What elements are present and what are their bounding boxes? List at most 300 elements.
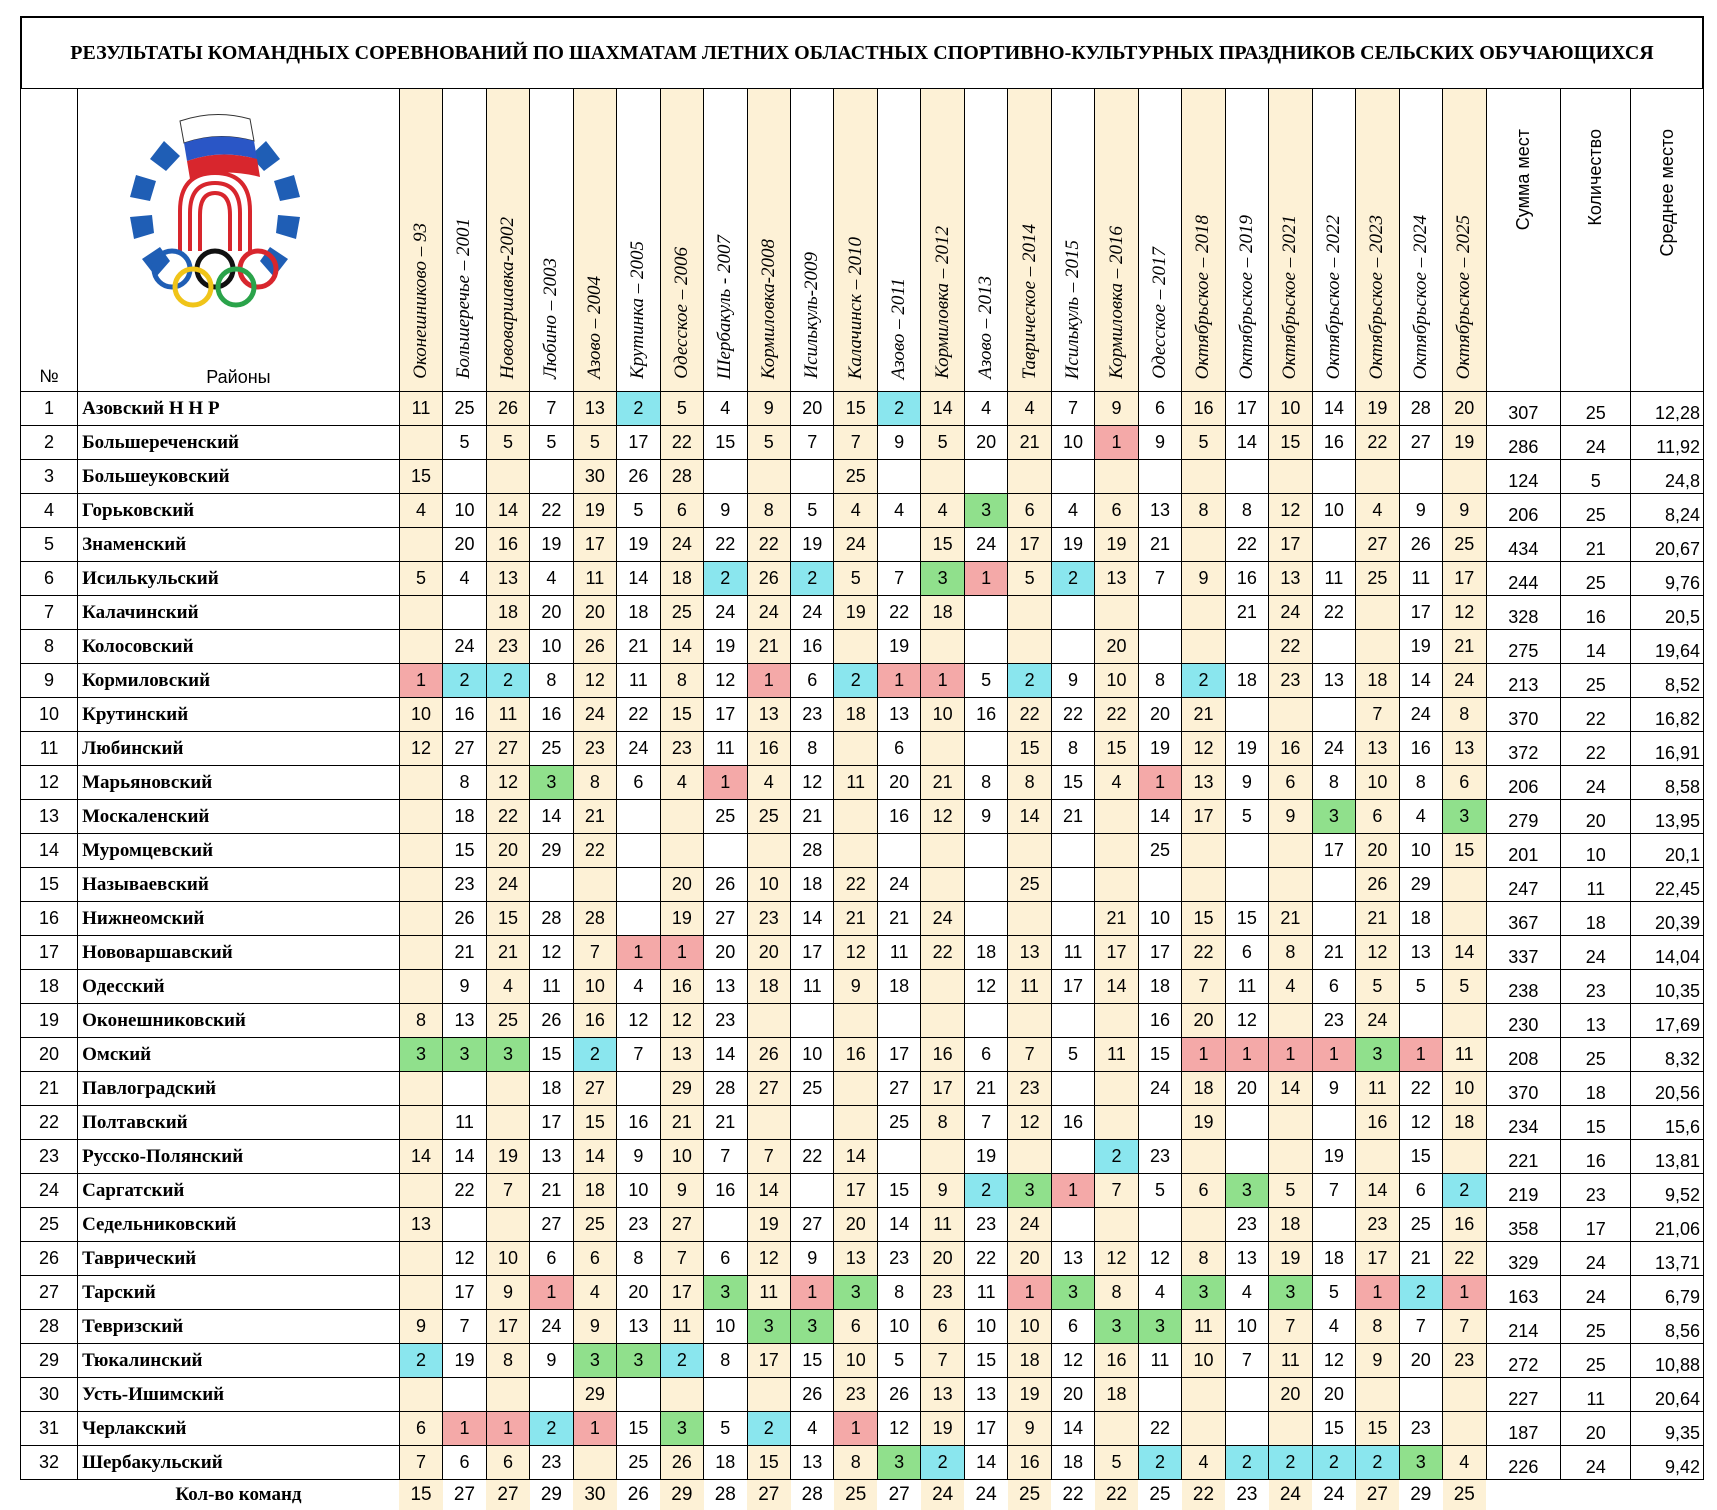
place-cell: 6 — [1269, 766, 1312, 800]
place-cell: 12 — [877, 1412, 920, 1446]
place-cell: 7 — [704, 1140, 747, 1174]
place-cell — [1051, 1072, 1094, 1106]
average-cell: 21,06 — [1631, 1208, 1704, 1242]
place-cell: 17 — [660, 1276, 703, 1310]
place-cell: 3 — [530, 766, 573, 800]
place-cell: 4 — [1312, 1310, 1355, 1344]
place-cell: 9 — [1095, 392, 1138, 426]
place-cell: 26 — [791, 1378, 834, 1412]
place-cell: 25 — [1356, 562, 1399, 596]
place-cell: 6 — [1443, 766, 1486, 800]
place-cell: 2 — [399, 1344, 442, 1378]
sum-cell: 337 — [1486, 936, 1561, 970]
place-cell: 17 — [834, 1174, 877, 1208]
place-cell — [1008, 460, 1051, 494]
place-cell: 12 — [443, 1242, 486, 1276]
place-cell: 17 — [617, 426, 660, 460]
place-cell: 21 — [617, 630, 660, 664]
place-cell: 18 — [443, 800, 486, 834]
event-header: Октябрьское – 2025 — [1443, 89, 1486, 392]
place-cell: 14 — [443, 1140, 486, 1174]
place-cell: 7 — [877, 562, 920, 596]
place-cell: 9 — [1051, 664, 1094, 698]
row-number: 21 — [21, 1072, 78, 1106]
table-row — [21, 1446, 1704, 1480]
place-cell: 24 — [660, 528, 703, 562]
district-name: Марьяновский — [78, 766, 400, 800]
table-row — [21, 494, 1704, 528]
place-cell: 7 — [1312, 1174, 1355, 1208]
place-cell: 22 — [921, 936, 964, 970]
place-cell: 6 — [921, 1310, 964, 1344]
place-cell: 8 — [399, 1004, 442, 1038]
place-cell — [964, 902, 1007, 936]
average-cell: 20,5 — [1631, 596, 1704, 630]
place-cell: 17 — [1051, 970, 1094, 1004]
place-cell: 17 — [1312, 834, 1355, 868]
place-cell: 12 — [1008, 1106, 1051, 1140]
place-cell: 16 — [486, 528, 529, 562]
place-cell: 6 — [1356, 800, 1399, 834]
place-cell — [921, 1140, 964, 1174]
place-cell: 28 — [660, 460, 703, 494]
place-cell: 17 — [573, 528, 616, 562]
place-cell: 8 — [1356, 1310, 1399, 1344]
district-name: Одесский — [78, 970, 400, 1004]
place-cell: 19 — [1356, 392, 1399, 426]
district-name: Знаменский — [78, 528, 400, 562]
place-cell: 14 — [834, 1140, 877, 1174]
count-cell: 16 — [1561, 596, 1631, 630]
place-cell: 27 — [530, 1208, 573, 1242]
place-cell: 21 — [1051, 800, 1094, 834]
place-cell — [530, 1378, 573, 1412]
place-cell: 19 — [1399, 630, 1442, 664]
place-cell: 11 — [443, 1106, 486, 1140]
count-cell: 14 — [1561, 630, 1631, 664]
place-cell: 10 — [486, 1242, 529, 1276]
place-cell: 3 — [660, 1412, 703, 1446]
place-cell: 18 — [1269, 1208, 1312, 1242]
team-count-cell: 24 — [964, 1480, 1007, 1510]
place-cell — [964, 868, 1007, 902]
place-cell: 4 — [1095, 766, 1138, 800]
place-cell: 11 — [1008, 970, 1051, 1004]
place-cell: 17 — [791, 936, 834, 970]
district-name: Тюкалинский — [78, 1344, 400, 1378]
event-header: Большеречье – 2001 — [443, 89, 486, 392]
place-cell: 8 — [1008, 766, 1051, 800]
place-cell: 1 — [399, 664, 442, 698]
place-cell — [1051, 630, 1094, 664]
count-cell: 25 — [1561, 494, 1631, 528]
place-cell — [834, 834, 877, 868]
place-cell: 2 — [877, 392, 920, 426]
table-row — [21, 460, 1704, 494]
place-cell: 22 — [573, 834, 616, 868]
place-cell: 16 — [660, 970, 703, 1004]
table-row — [21, 664, 1704, 698]
district-name: Русско-Полянский — [78, 1140, 400, 1174]
count-cell: 24 — [1561, 1276, 1631, 1310]
sum-cell: 247 — [1486, 868, 1561, 902]
place-cell: 2 — [747, 1412, 790, 1446]
place-cell: 1 — [1399, 1038, 1442, 1072]
place-cell — [834, 630, 877, 664]
place-cell: 27 — [660, 1208, 703, 1242]
place-cell: 7 — [921, 1344, 964, 1378]
table-row — [21, 698, 1704, 732]
place-cell: 19 — [1182, 1106, 1225, 1140]
place-cell: 19 — [443, 1344, 486, 1378]
place-cell — [1399, 1004, 1442, 1038]
place-cell: 17 — [964, 1412, 1007, 1446]
place-cell: 16 — [1095, 1344, 1138, 1378]
place-cell: 20 — [1356, 834, 1399, 868]
place-cell: 4 — [399, 494, 442, 528]
place-cell: 5 — [964, 664, 1007, 698]
place-cell: 12 — [573, 664, 616, 698]
place-cell: 27 — [573, 1072, 616, 1106]
flag-icon — [180, 114, 260, 179]
place-cell: 27 — [443, 732, 486, 766]
place-cell: 7 — [1182, 970, 1225, 1004]
sum-cell: 214 — [1486, 1310, 1561, 1344]
place-cell: 22 — [1269, 630, 1312, 664]
average-cell: 8,24 — [1631, 494, 1704, 528]
row-number: 32 — [21, 1446, 78, 1480]
team-count-cell: 27 — [443, 1480, 486, 1510]
place-cell: 21 — [834, 902, 877, 936]
row-number: 7 — [21, 596, 78, 630]
place-cell: 13 — [747, 698, 790, 732]
table-row — [21, 426, 1704, 460]
place-cell: 13 — [1356, 732, 1399, 766]
place-cell: 19 — [1008, 1378, 1051, 1412]
place-cell: 19 — [1443, 426, 1486, 460]
place-cell: 10 — [1399, 834, 1442, 868]
sum-cell: 329 — [1486, 1242, 1561, 1276]
place-cell: 7 — [964, 1106, 1007, 1140]
count-cell: 13 — [1561, 1004, 1631, 1038]
team-count-cell: 24 — [1269, 1480, 1312, 1510]
event-header: Октябрьское – 2024 — [1399, 89, 1442, 392]
place-cell: 24 — [1138, 1072, 1181, 1106]
place-cell: 26 — [573, 630, 616, 664]
place-cell: 26 — [877, 1378, 920, 1412]
place-cell: 3 — [1443, 800, 1486, 834]
place-cell: 2 — [1443, 1174, 1486, 1208]
place-cell — [921, 868, 964, 902]
place-cell: 4 — [660, 766, 703, 800]
place-cell — [921, 1004, 964, 1038]
place-cell: 6 — [704, 1242, 747, 1276]
place-cell: 23 — [617, 1208, 660, 1242]
place-cell — [1269, 698, 1312, 732]
place-cell: 7 — [1095, 1174, 1138, 1208]
place-cell: 8 — [1182, 1242, 1225, 1276]
place-cell: 8 — [834, 1446, 877, 1480]
place-cell — [1138, 460, 1181, 494]
place-cell: 10 — [1356, 766, 1399, 800]
place-cell: 22 — [1356, 426, 1399, 460]
table-row — [21, 1072, 1704, 1106]
table-row — [21, 1038, 1704, 1072]
place-cell — [964, 596, 1007, 630]
place-cell: 25 — [617, 1446, 660, 1480]
place-cell: 4 — [704, 392, 747, 426]
place-cell: 12 — [530, 936, 573, 970]
place-cell: 4 — [1399, 800, 1442, 834]
place-cell: 2 — [530, 1412, 573, 1446]
place-cell: 4 — [834, 494, 877, 528]
place-cell: 11 — [834, 766, 877, 800]
event-header: Исилькуль-2009 — [791, 89, 834, 392]
place-cell: 3 — [1225, 1174, 1268, 1208]
row-number: 27 — [21, 1276, 78, 1310]
place-cell: 9 — [1356, 1344, 1399, 1378]
row-number: 28 — [21, 1310, 78, 1344]
place-cell: 19 — [530, 528, 573, 562]
place-cell — [1138, 868, 1181, 902]
place-cell: 10 — [1095, 664, 1138, 698]
place-cell: 15 — [1225, 902, 1268, 936]
count-cell: 17 — [1561, 1208, 1631, 1242]
sum-cell: 124 — [1486, 460, 1561, 494]
place-cell: 15 — [1051, 766, 1094, 800]
place-cell: 22 — [1443, 1242, 1486, 1276]
place-cell: 27 — [1356, 528, 1399, 562]
place-cell: 3 — [1269, 1276, 1312, 1310]
place-cell: 26 — [704, 868, 747, 902]
place-cell: 21 — [443, 936, 486, 970]
place-cell: 10 — [1225, 1310, 1268, 1344]
place-cell: 11 — [747, 1276, 790, 1310]
place-cell: 28 — [791, 834, 834, 868]
place-cell: 22 — [1008, 698, 1051, 732]
place-cell — [443, 1072, 486, 1106]
place-cell: 18 — [1051, 1446, 1094, 1480]
place-cell: 13 — [573, 392, 616, 426]
place-cell: 22 — [704, 528, 747, 562]
place-cell: 25 — [791, 1072, 834, 1106]
place-cell: 2 — [1225, 1446, 1268, 1480]
place-cell: 16 — [573, 1004, 616, 1038]
place-cell — [1051, 868, 1094, 902]
place-cell: 18 — [1182, 1072, 1225, 1106]
place-cell: 18 — [921, 596, 964, 630]
sum-cell: 226 — [1486, 1446, 1561, 1480]
place-cell: 1 — [573, 1412, 616, 1446]
place-cell: 21 — [704, 1106, 747, 1140]
place-cell — [617, 1378, 660, 1412]
district-name: Тарский — [78, 1276, 400, 1310]
place-cell: 27 — [791, 1208, 834, 1242]
place-cell: 8 — [1399, 766, 1442, 800]
page-title: РЕЗУЛЬТАТЫ КОМАНДНЫХ СОРЕВНОВАНИЙ ПО ШАХМАТАМ ЛЕТНИХ ОБЛАСТНЫХ СПОРТИВНО-КУЛЬТУРНЫХ ПРАЗДНИКОВ СЕЛЬСКИХ ОБУЧАЮЩИХСЯ — [20, 16, 1704, 88]
place-cell: 20 — [704, 936, 747, 970]
place-cell: 16 — [834, 1038, 877, 1072]
place-cell — [964, 460, 1007, 494]
team-count-cell: 24 — [921, 1480, 964, 1510]
district-name: Омский — [78, 1038, 400, 1072]
place-cell: 5 — [1399, 970, 1442, 1004]
place-cell: 5 — [1138, 1174, 1181, 1208]
count-cell: 24 — [1561, 1242, 1631, 1276]
place-cell: 17 — [747, 1344, 790, 1378]
place-cell — [1051, 834, 1094, 868]
place-cell: 2 — [660, 1344, 703, 1378]
place-cell: 2 — [704, 562, 747, 596]
row-number: 22 — [21, 1106, 78, 1140]
place-cell: 7 — [660, 1242, 703, 1276]
place-cell: 3 — [834, 1276, 877, 1310]
place-cell: 22 — [1138, 1412, 1181, 1446]
place-cell: 22 — [1225, 528, 1268, 562]
place-cell: 24 — [964, 528, 1007, 562]
place-cell — [1312, 630, 1355, 664]
place-cell: 18 — [1008, 1344, 1051, 1378]
table-row — [21, 1310, 1704, 1344]
average-cell: 9,35 — [1631, 1412, 1704, 1446]
place-cell: 17 — [1182, 800, 1225, 834]
place-cell — [1225, 460, 1268, 494]
place-cell: 18 — [877, 970, 920, 1004]
place-cell: 23 — [660, 732, 703, 766]
place-cell: 24 — [704, 596, 747, 630]
place-cell: 1 — [1356, 1276, 1399, 1310]
place-cell: 18 — [964, 936, 1007, 970]
team-count-cell: 25 — [1443, 1480, 1486, 1510]
place-cell: 9 — [1225, 766, 1268, 800]
place-cell: 4 — [530, 562, 573, 596]
place-cell: 14 — [617, 562, 660, 596]
place-cell — [399, 630, 442, 664]
district-name: Оконешниковский — [78, 1004, 400, 1038]
place-cell — [1443, 460, 1486, 494]
place-cell: 7 — [530, 392, 573, 426]
place-cell: 15 — [834, 392, 877, 426]
row-number: 6 — [21, 562, 78, 596]
average-cell: 20,64 — [1631, 1378, 1704, 1412]
place-cell: 20 — [660, 868, 703, 902]
place-cell: 18 — [1356, 664, 1399, 698]
count-cell: 25 — [1561, 562, 1631, 596]
place-cell: 13 — [1008, 936, 1051, 970]
place-cell: 17 — [877, 1038, 920, 1072]
place-cell: 5 — [443, 426, 486, 460]
table-row — [21, 1174, 1704, 1208]
place-cell: 3 — [1138, 1310, 1181, 1344]
event-header: Октябрьское – 2018 — [1182, 89, 1225, 392]
place-cell: 17 — [1138, 936, 1181, 970]
place-cell — [1269, 460, 1312, 494]
average-cell: 24,8 — [1631, 460, 1704, 494]
footer-spacer — [1561, 1480, 1631, 1510]
count-cell: 16 — [1561, 1140, 1631, 1174]
place-cell: 20 — [530, 596, 573, 630]
place-cell: 9 — [573, 1310, 616, 1344]
district-name: Усть-Ишимский — [78, 1378, 400, 1412]
place-cell — [1356, 630, 1399, 664]
row-number: 5 — [21, 528, 78, 562]
place-cell: 2 — [1356, 1446, 1399, 1480]
place-cell: 18 — [530, 1072, 573, 1106]
place-cell: 2 — [1095, 1140, 1138, 1174]
place-cell: 17 — [1443, 562, 1486, 596]
table-row — [21, 630, 1704, 664]
place-cell: 21 — [1225, 596, 1268, 630]
place-cell — [399, 528, 442, 562]
place-cell — [617, 868, 660, 902]
place-cell — [1312, 902, 1355, 936]
place-cell: 4 — [573, 1276, 616, 1310]
place-cell — [1356, 596, 1399, 630]
place-cell — [1443, 868, 1486, 902]
place-cell — [1095, 1106, 1138, 1140]
count-cell: 23 — [1561, 1174, 1631, 1208]
row-number: 13 — [21, 800, 78, 834]
event-header: Исилькуль – 2015 — [1051, 89, 1094, 392]
place-cell: 13 — [1051, 1242, 1094, 1276]
place-cell — [1399, 1378, 1442, 1412]
place-cell: 3 — [921, 562, 964, 596]
district-name: Павлоградский — [78, 1072, 400, 1106]
place-cell: 18 — [1095, 1378, 1138, 1412]
place-cell: 2 — [1138, 1446, 1181, 1480]
place-cell: 18 — [1225, 664, 1268, 698]
sum-cell: 244 — [1486, 562, 1561, 596]
place-cell: 6 — [530, 1242, 573, 1276]
place-cell: 15 — [921, 528, 964, 562]
place-cell: 6 — [486, 1446, 529, 1480]
event-header: Кормиловка – 2016 — [1095, 89, 1138, 392]
footer-spacer — [1486, 1480, 1561, 1510]
place-cell: 13 — [1225, 1242, 1268, 1276]
place-cell: 13 — [530, 1140, 573, 1174]
row-number: 16 — [21, 902, 78, 936]
place-cell: 10 — [1051, 426, 1094, 460]
place-cell: 27 — [1399, 426, 1442, 460]
place-cell: 3 — [1312, 800, 1355, 834]
place-cell: 14 — [747, 1174, 790, 1208]
place-cell: 2 — [1051, 562, 1094, 596]
place-cell — [834, 1106, 877, 1140]
place-cell: 17 — [1225, 392, 1268, 426]
place-cell: 17 — [530, 1106, 573, 1140]
place-cell: 16 — [1008, 1446, 1051, 1480]
count-cell: 18 — [1561, 902, 1631, 936]
place-cell — [1443, 1140, 1486, 1174]
place-cell: 25 — [747, 800, 790, 834]
place-cell: 19 — [877, 630, 920, 664]
average-cell: 9,42 — [1631, 1446, 1704, 1480]
place-cell: 11 — [1399, 562, 1442, 596]
number-header: № — [21, 89, 78, 392]
place-cell: 21 — [791, 800, 834, 834]
place-cell: 23 — [530, 1446, 573, 1480]
place-cell: 8 — [530, 664, 573, 698]
sum-cell: 275 — [1486, 630, 1561, 664]
place-cell: 5 — [617, 494, 660, 528]
place-cell: 21 — [573, 800, 616, 834]
place-cell: 28 — [530, 902, 573, 936]
place-cell: 17 — [486, 1310, 529, 1344]
place-cell: 24 — [530, 1310, 573, 1344]
place-cell: 19 — [921, 1412, 964, 1446]
place-cell — [1312, 868, 1355, 902]
place-cell: 9 — [530, 1344, 573, 1378]
